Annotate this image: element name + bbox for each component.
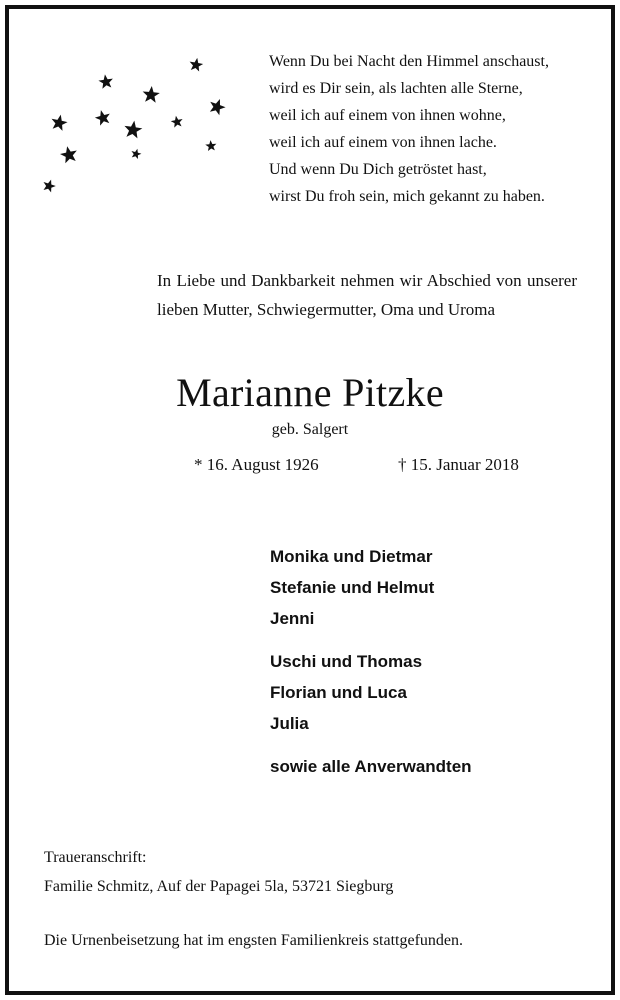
mourner-name: Julia	[270, 714, 309, 733]
poem-line: Und wenn Du Dich getröstet hast,	[269, 161, 487, 178]
mourner-name: Monika und Dietmar	[270, 547, 433, 566]
mourner-group	[270, 646, 590, 739]
poem-line: Wenn Du bei Nacht den Himmel anschaust,	[269, 53, 549, 70]
mourner-name: Florian und Luca	[270, 683, 407, 702]
star-icon	[188, 57, 204, 72]
address-value: Familie Schmitz, Auf der Papagei 5la, 53721 Siegburg	[44, 878, 394, 895]
mourner-name: Uschi und Thomas	[270, 652, 423, 671]
star-icon	[207, 96, 228, 116]
star-icon	[41, 178, 57, 194]
mourners-list	[270, 541, 590, 782]
star-icon	[130, 147, 142, 159]
star-icon	[98, 73, 114, 89]
intro-text: In Liebe und Dankbarkeit nehmen wir Abschied von unserer lieben Mutter, Schwiegermutter, Oma und Uroma	[157, 271, 577, 319]
death-date: † 15. Januar 2018	[398, 455, 519, 474]
star-icon	[142, 85, 161, 103]
stars-illustration	[36, 50, 236, 200]
star-icon	[123, 119, 143, 138]
deceased-name: Marianne Pitzke	[176, 370, 444, 415]
star-icon	[50, 113, 69, 132]
mourner-closing	[270, 751, 590, 782]
birth-date: * 16. August 1926	[194, 455, 319, 474]
poem-line: wird es Dir sein, als lachten alle Sterne,	[269, 80, 523, 97]
mourner-name: Stefanie und Helmut	[270, 578, 435, 597]
star-icon	[59, 144, 79, 164]
poem-line: weil ich auf einem von ihnen wohne,	[269, 107, 506, 124]
star-icon	[93, 108, 112, 126]
mourner-closing-text: sowie alle Anverwandten	[270, 757, 472, 776]
birth-name: geb. Salgert	[271, 421, 349, 438]
poem-line: wirst Du froh sein, mich gekannt zu haben.	[269, 188, 545, 205]
poem-line: weil ich auf einem von ihnen lache.	[269, 134, 497, 151]
mourning-address	[44, 843, 584, 901]
burial-note: Die Urnenbeisetzung hat im engsten Familienkreis stattgefunden.	[44, 932, 463, 949]
poem	[269, 48, 599, 210]
star-icon	[170, 115, 184, 128]
star-icon	[205, 140, 217, 152]
address-label: Traueranschrift:	[44, 849, 147, 866]
mourner-name: Jenni	[270, 609, 315, 628]
mourner-group	[270, 541, 590, 634]
